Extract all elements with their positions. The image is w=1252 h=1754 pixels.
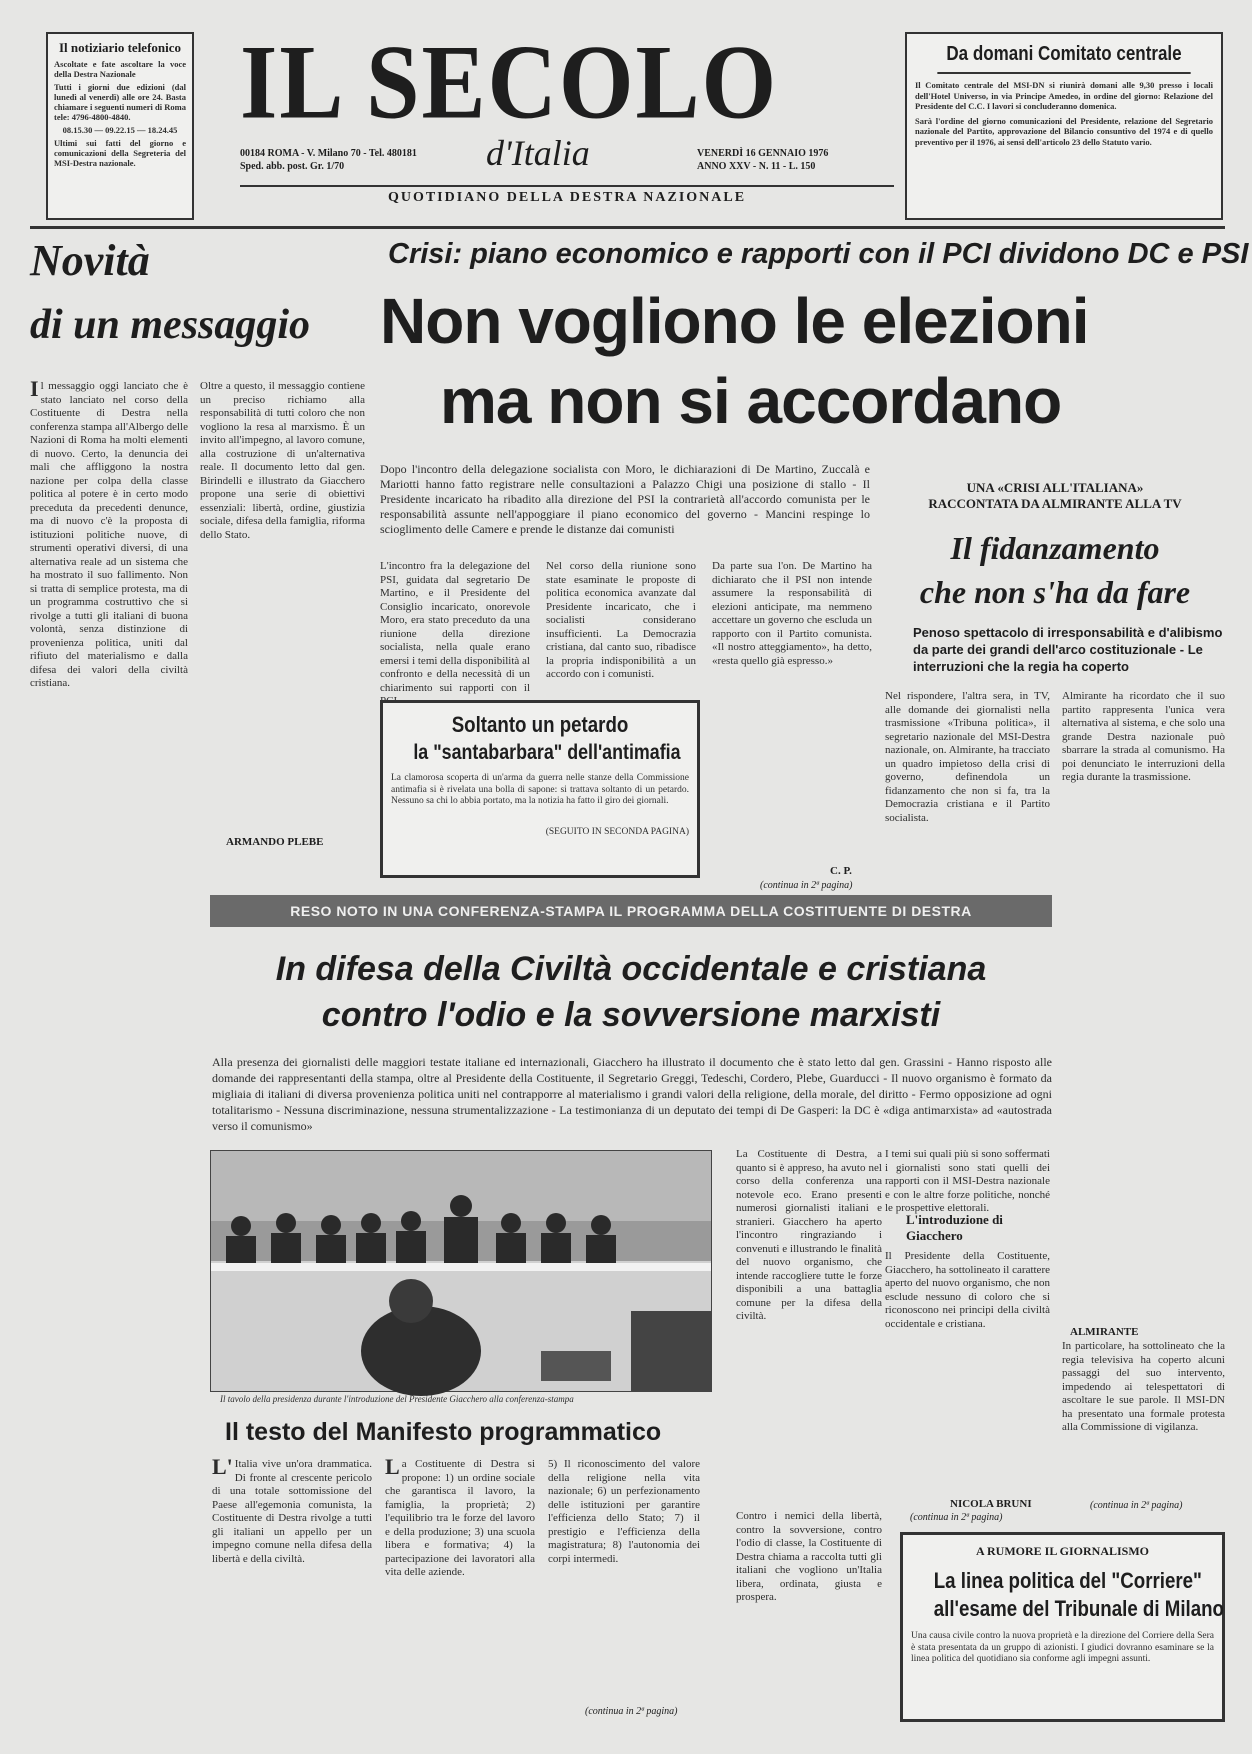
petardo-box [380,700,700,878]
photo-caption: Il tavolo della presidenza durante l'introduzione del Presidente Giacchero alla conferenza-stampa [220,1394,574,1404]
costituente-col3: I temi sui quali più si sono soffermati i giornalisti sono stati quelli dei rapporti con il MSI-Destra nazionale e con le altre forze politiche, nonché le prospettive elettorali. [885,1148,1050,1214]
postal-line: Sped. abb. post. Gr. 1/70 [240,161,345,172]
side-continued: (continua in 2ª pagina) [1090,1500,1183,1511]
main-summary: Dopo l'incontro della delegazione socialista con Moro, le dichiarazioni di De Martino, Zuccalà e Mariotti hanno fatto registrare nelle consultazioni a Palazzo Chigi una posizione di stallo - Il Presidente incaricato ha ribadito alla direzione del PSI la contrarietà all'accordo comunista per le responsabilità assunte nell'appoggiare il piano economico del governo - Mancini respinge lo scioglimento delle Camere e prende le distanze dai comunisti [380,462,870,536]
costituente-col1: La Costituente di Destra, a quanto si è appreso, ha avuto nel corso della conferenza una notevole eco. Erano presenti numerosi giornalisti italiani e stranieri. Giacchero ha aperto l'incontro ringraziando i convenuti e illustrando le finalità del nuovo organismo, che intende raccogliere tutte le forze disponibili a una battaglia comune per la difesa della civiltà. [736,1148,882,1322]
side-headline-2: che non s'ha da fare [919,574,1191,610]
costituente-col3b: Il Presidente della Costituente, Giacchero, ha sottolineato il carattere aperto del nuovo organismo, che non esclude nessuno di coloro che si riconoscono nei principi della civiltà occidentale e cristiana. [885,1250,1050,1330]
costituente-headline-2: contro l'odio e la sovversione marxisti [321,996,941,1034]
main-signature: C. P. [830,865,852,877]
main-headline-1: Non vogliono le elezioni [380,285,1089,357]
side-headline-1: Il fidanzamento [950,530,1160,566]
manifesto-col2: La Costituente di Destra si propone: 1) un ordine sociale che garantisca il lavoro, la famiglia, la proprietà; 2) l'equilibrio tra le forze del lavoro e della produzione; 3) una scuola libera e formativa; 4) la partecipazione dei lavoratori alla vita delle aziende. [385,1454,535,1578]
comitato-p2: Sarà l'ordine del giorno comunicazioni del Presidente, relazione del Segretario nazionale del Partito, approvazione del Bilancio consuntivo del 1974 e di quello preventivo per il 1976, ai sensi dell'articolo 23 dello Statuto vario. [915,115,1213,147]
comitato-p1: Il Comitato centrale del MSI-DN si riunirà domani alle 9,30 presso i locali dell'Hotel Universo, in via Principe Amedeo, in ordine del giorno: Relazione del Presidente del C.C. I lavori si concluderanno domenica. [915,80,1213,111]
costituente-headline-1: In difesa della Civiltà occidentale e cristiana [275,950,987,988]
main-col2: Nel corso della riunione sono state esaminate le proposte di politica economica avanzate dal Presidente incaricato, che i socialisti considerano insufficienti. La Democrazia cristiana, dal canto suo, ribadisce la propria indisponibilità a un accordo con i comunisti. [546,560,696,680]
manifesto-col4: Contro i nemici della libertà, contro la sovversione, contro l'odio di classe, la Costituente di Destra chiama a raccolta tutti gli italiani che vogliono un'Italia libera, ordinata, giusta e prospera. [736,1510,882,1603]
petardo-continued: (SEGUITO IN SECONDA PAGINA) [545,827,689,837]
side-col2: Almirante ha ricordato che il suo partito rappresenta l'unica vera alternativa al sistema, e che solo una grande Destra nazionale può sbarrare la strada al comunismo. Ha poi denunciato le interruzioni della regia durante la trasmissione. [1062,690,1225,783]
petardo-title-2: la "santabarbara" dell'antimafia [413,741,681,764]
corriere-text: Una causa civile contro la nuova proprietà e la direzione del Corriere della Sera è stata presentata da un gruppo di azionisti. I giudici dovranno esaminare se la linea politica del quotidiano sia conforme agli impegni assunti. [911,1631,1214,1664]
conference-photo-drawing [211,1151,711,1391]
side-almirante-label: ALMIRANTE [1070,1326,1139,1338]
date-line: VENERDÌ 16 GENNAIO 1976 [697,148,829,159]
newspaper-title: IL SECOLO [240,23,779,141]
editorial-title-2: di un messaggio [30,302,311,348]
newspaper-subtitle: d'Italia [486,133,590,173]
notiziario-line2: Tutti i giorni due edizioni (dal lunedì al venerdì) alle ore 24. Basta chiamare i seguenti numeri di Roma tele: 4796-4800-4840. [54,82,186,122]
petardo-text: La clamorosa scoperta di un'arma da guerra nelle stanze della Commissione antimafia si è rivelata una bolla di sapone: si trattava soltanto di un petardo. Nessuno sa chi lo abbia portato, ma la notizia ha fatto il giro dei giornali. [391,773,689,806]
main-kicker: Crisi: piano economico e rapporti con il PCI dividono DC e PSI [388,238,1249,270]
manifesto-col3: 5) Il riconoscimento del valore della religione nella vita nazionale; 6) un perfezionamento delle istituzioni per garantire l'efficienza dello Stato; 7) il prestigio e l'efficienza della magistratura; 8) l'autonomia dei corpi intermedi. [548,1458,700,1565]
notiziario-line3: Ultimi sui fatti del giorno e comunicazioni della Segreteria del MSI-Destra nazionale. [54,138,186,168]
main-col3: Da parte sua l'on. De Martino ha dichiarato che il PSI non intende assumere la responsabilità di elezioni anticipate, ma nemmeno accettare un governo che escluda un rapporto con il Partito comunista. «Il nostro atteggiamento», ha detto, «resta quello già espresso.» [712,560,872,667]
masthead-rule [240,185,894,187]
manifesto-continued: (continua in 2ª pagina) [585,1706,678,1717]
main-headline-2: ma non si accordano [440,365,1062,437]
corriere-headline-2: all'esame del Tribunale di Milano [933,1596,1224,1621]
costituente-summary: Alla presenza dei giornalisti delle maggiori testate italiane ed internazionali, Giacchero ha illustrato il documento che è stato letto dal gen. Grassini - Hanno risposto alle domande dei rappresentanti della stampa, oltre al Presidente della Costituente, il Segretario Greggi, Tedeschi, Cordero, Plebe, Guarducci - Il nuovo organismo è formato da migliaia di italiani di diversa provenienza politica uniti nel contrapporre al materialismo i grandi valori della religione, della morale, del diritto - Fermo opposizione ad ogni totalitarismo - Nessuna discriminazione, nessuna strumentalizzazione - La testimonianza di un deputato dei tempi di De Gasperi: la DC è «diga antimarxista» ad «autostrada verso il comunismo» [212,1055,1052,1133]
comitato-title: Da domani Comitato centrale [937,42,1190,74]
costituente-author: NICOLA BRUNI [950,1498,1032,1510]
manifesto-headline: Il testo del Manifesto programmatico [225,1418,662,1446]
manifesto-col1: L'Italia vive un'ora drammatica. Di fronte al crescente pericolo di una totale sottomissione del Paese all'egemonia comunista, la Costituente di Destra rivolge a tutti gli italiani un appello per un impegno comune nella difesa della libertà e della civiltà. [212,1454,372,1565]
editorial-author: ARMANDO PLEBE [226,836,324,848]
costituente-continued: (continua in 2ª pagina) [910,1512,1003,1523]
notiziario-times: 08.15.30 — 09.22.15 — 18.24.45 [62,125,178,135]
main-col1: L'incontro fra la delegazione del PSI, guidata dal segretario De Martino, e il Presidente del Consiglio incaricato, onorevole Moro, era stato preceduto da una riunione della direzione socialista, nella quale erano emersi i temi della disponibilità al confronto e della necessità di un chiarimento sui rapporti con il [380,560,530,694]
side-deck: Penoso spettacolo di irresponsabilità e d'alibismo da parte dei grandi dell'arco costituzionale - Le interruzioni che la regia ha coperto [913,625,1223,674]
tagline: QUOTIDIANO DELLA DESTRA NAZIONALE [387,190,747,205]
side-col3: In particolare, ha sottolineato che la regia televisiva ha coperto alcuni passaggi del suo intervento, impedendo ai telespettatori di ascoltare le sue parole. Il MSI-DN ha presentato una formale protesta alla Commissione di vigilanza. [1062,1340,1225,1433]
editorial-title-1: Novità [30,236,150,285]
top-rule [30,226,1225,229]
corriere-box [900,1532,1225,1722]
notiziario-line1: Ascoltate e fate ascoltare la voce della Destra Nazionale [54,59,186,79]
notiziario-title: Il notiziario telefonico [58,40,182,55]
side-kicker-1: UNA «CRISI ALL'ITALIANA» [966,480,1144,495]
issue-line: ANNO XXV - N. 11 - L. 150 [697,161,816,172]
address-line: 00184 ROMA - V. Milano 70 - Tel. 480181 [240,148,417,159]
comitato-box [905,32,1223,220]
costituente-banner: RESO NOTO IN UNA CONFERENZA-STAMPA IL PROGRAMMA DELLA COSTITUENTE DI DESTRA [210,895,1052,927]
main-continued: (continua in 2ª pagina) [760,880,853,891]
editorial-col2: Oltre a questo, il messaggio contiene un preciso richiamo alla responsabilità di tutti coloro che non vogliono la resa al marxismo. È un invito all'impegno, al lavoro comune, alla costruzione di un'alternativa reale. Il documento letto dal gen. Birindelli e illustrato da Giacchero propone una serie di obiettivi essenziali: libertà, ordine, giustizia sociale, difesa della famiglia, riforma dello Stato. [200,380,365,541]
corriere-headline-1: La linea politica del "Corriere" [933,1568,1202,1593]
petardo-title-1: Soltanto un petardo [451,712,629,737]
costituente-subhead: L'introduzione di Giacchero [906,1212,1003,1243]
side-col1: Nel rispondere, l'altra sera, in TV, alle domande dei giornalisti nella trasmissione «Tribuna politica», il segretario nazionale del MSI-Destra nazionale, on. Almirante, ha tracciato un quadro impietoso della crisi di governo, definendola un fidanzamento che non si fa, tra la Democrazia cristiana e il Partito socialista. [885,690,1050,824]
conference-photo [210,1150,712,1392]
corriere-kicker: A RUMORE IL GIORNALISMO [975,1544,1150,1558]
side-kicker-2: RACCONTATA DA ALMIRANTE ALLA TV [928,496,1182,511]
notiziario-box [46,32,194,220]
editorial-col1: Il messaggio oggi lanciato che è stato lanciato nel corso della Costituente di Destra nella conferenza stampa all'Albergo delle Nazioni di Roma ha molti elementi di nuovo. Certo, la denuncia dei mali che affliggono la nostra nazione per colpa della classe politica al potere è in certo modo preceduta da precedenti denunce, ma di nuovo c'è la proposta di istituzioni politiche nuove, di strumenti operativi diversi, di una alternativa reale ad un sistema che ha mostrato il suo fallimento. Non si tratta di semplice protesta, ma di un programma costruttivo che si rivolge a tutti gli italiani di buona volontà, senza distinzione di provenienza politica, uniti dal rifiuto del materialismo e dalla difesa dei valori della civiltà cristiana. [30,376,188,689]
